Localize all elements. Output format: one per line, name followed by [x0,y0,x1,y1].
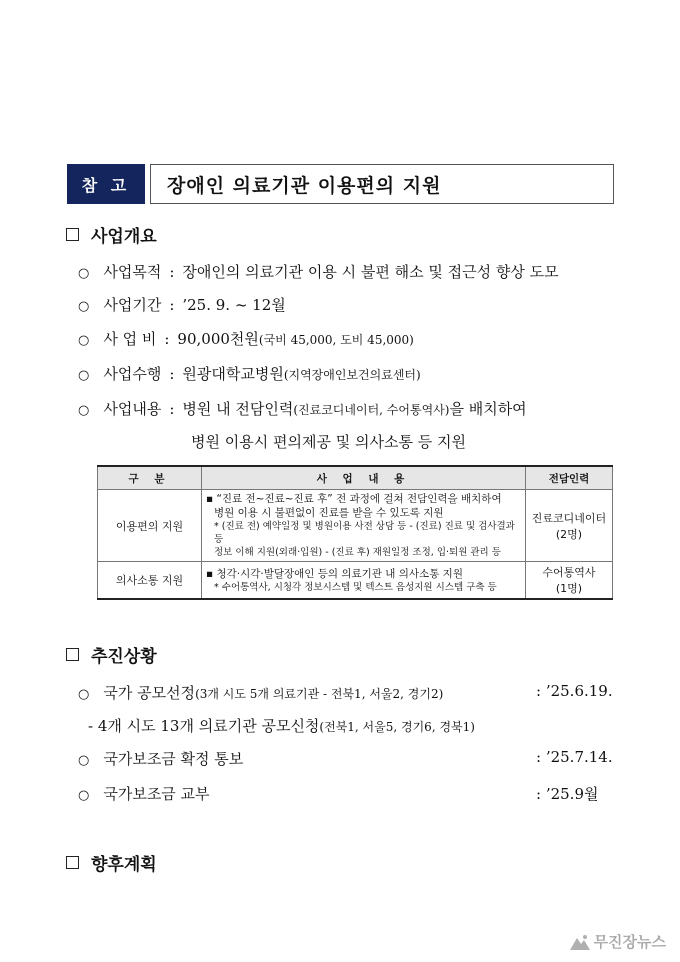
section-overview-label: 사업개요 [91,227,157,247]
mountain-logo-icon [570,934,590,950]
document-title [67,164,614,204]
overview-item-operator: ○ 사업수행 : 원광대학교병원 (지역장애인보건의료센터) [78,365,421,383]
overview-item-period: ○ 사업기간 : ’25. 9. ~ 12월 [78,296,286,314]
circle-bullet-icon: ○ [78,299,90,314]
progress-date: : ’25.6.19. [536,682,613,700]
square-bullet-icon [66,856,79,869]
overview-item-budget: ○ 사 업 비 : 90,000천원 (국비 45,000, 도비 45,000) [78,330,414,348]
circle-bullet-icon: ○ [78,266,90,281]
circle-bullet-icon: ○ [78,687,90,702]
watermark-text: 무진장뉴스 [593,933,666,951]
item-value: ’25. 9. ~ 12월 [182,296,286,314]
progress-item: ○ 국가 공모선정 (3개 시도 5개 의료기관 - 전북1, 서울2, 경기2) [78,684,444,702]
item-key: 사업수행 [103,365,162,383]
header-category: 구 분 [98,466,202,490]
item-value-tail: 을 배치하여 [449,400,527,418]
section-plan-label: 향후계획 [91,855,157,875]
row-category: 이용편의 지원 [98,490,202,562]
header-content: 사 업 내 용 [202,466,526,490]
circle-bullet-icon: ○ [78,368,90,383]
section-overview-heading [66,222,157,247]
progress-date: : ’25.7.14. [536,748,613,766]
title-text: 장애인 의료기관 이용편의 지원 [150,164,614,204]
reference-badge: 참 고 [67,164,145,204]
circle-bullet-icon: ○ [78,333,90,348]
progress-date: : ’25.9월 [536,785,599,803]
table-row [98,490,613,562]
section-progress-label: 추진상황 [91,647,157,667]
row-staff: 진료코디네이터 (2명) [526,490,613,562]
item-value: 장애인의 의료기관 이용 시 불편 해소 및 접근성 향상 도모 [182,263,559,281]
overview-item-content-line2: 병원 이용시 편의제공 및 의사소통 등 지원 [191,433,466,451]
item-note: (진료코디네이터, 수어통역사) [293,403,450,417]
circle-bullet-icon: ○ [78,788,90,803]
section-plan-heading [66,850,157,875]
item-value: 병원 내 전담인력 [182,400,294,418]
item-value: 90,000천원 [177,330,259,348]
progress-item: ○ 국가보조금 확정 통보 [78,750,244,768]
row-category: 의사소통 지원 [98,562,202,600]
progress-item: ○ 국가보조금 교부 [78,785,210,803]
item-note: (국비 45,000, 도비 45,000) [258,333,414,347]
item-key: 사 업 비 [103,330,157,348]
support-table [97,465,613,600]
row-content: ▪ “진료 전~진료~진료 후” 전 과정에 걸쳐 전담인력을 배치하여 병원 이용 시 불편없이 진료를 받을 수 있도록 지원 * (진료 전) 예약일정 및 병원이용 사전 상담 등 - (진료) 진료 및 검사결과 등 정보 이해 지원(외래·입원) - (진료 후) 재원일정 조정, 입·퇴원 관리 등 [202,490,526,562]
square-bullet-icon [66,228,79,241]
overview-item-content: ○ 사업내용 : 병원 내 전담인력 (진료코디네이터, 수어통역사) 을 배치하여 [78,400,527,418]
row-staff: 수어통역사 (1명) [526,562,613,600]
item-key: 사업목적 [103,263,162,281]
square-bullet-icon [66,648,79,661]
circle-bullet-icon: ○ [78,403,90,418]
overview-item-purpose: ○ 사업목적 : 장애인의 의료기관 이용 시 불편 해소 및 접근성 향상 도모 [78,263,559,281]
row-content: ▪ 청각·시각·발달장애인 등의 의료기관 내 의사소통 지원 * 수어통역사, 시청각 정보시스템 및 텍스트 음성지원 시스템 구축 등 [202,562,526,600]
item-key: 사업기간 [103,296,162,314]
table-header-row [98,466,613,490]
circle-bullet-icon: ○ [78,753,90,768]
item-key: 사업내용 [103,400,162,418]
watermark [570,931,666,952]
header-staff: 전담인력 [526,466,613,490]
item-note: (지역장애인보건의료센터) [283,368,421,382]
table-row [98,562,613,600]
item-value: 원광대학교병원 [182,365,284,383]
progress-subitem: - 4개 시도 13개 의료기관 공모신청 (전북1, 서울5, 경기6, 경북1) [88,717,475,735]
section-progress-heading [66,642,157,667]
